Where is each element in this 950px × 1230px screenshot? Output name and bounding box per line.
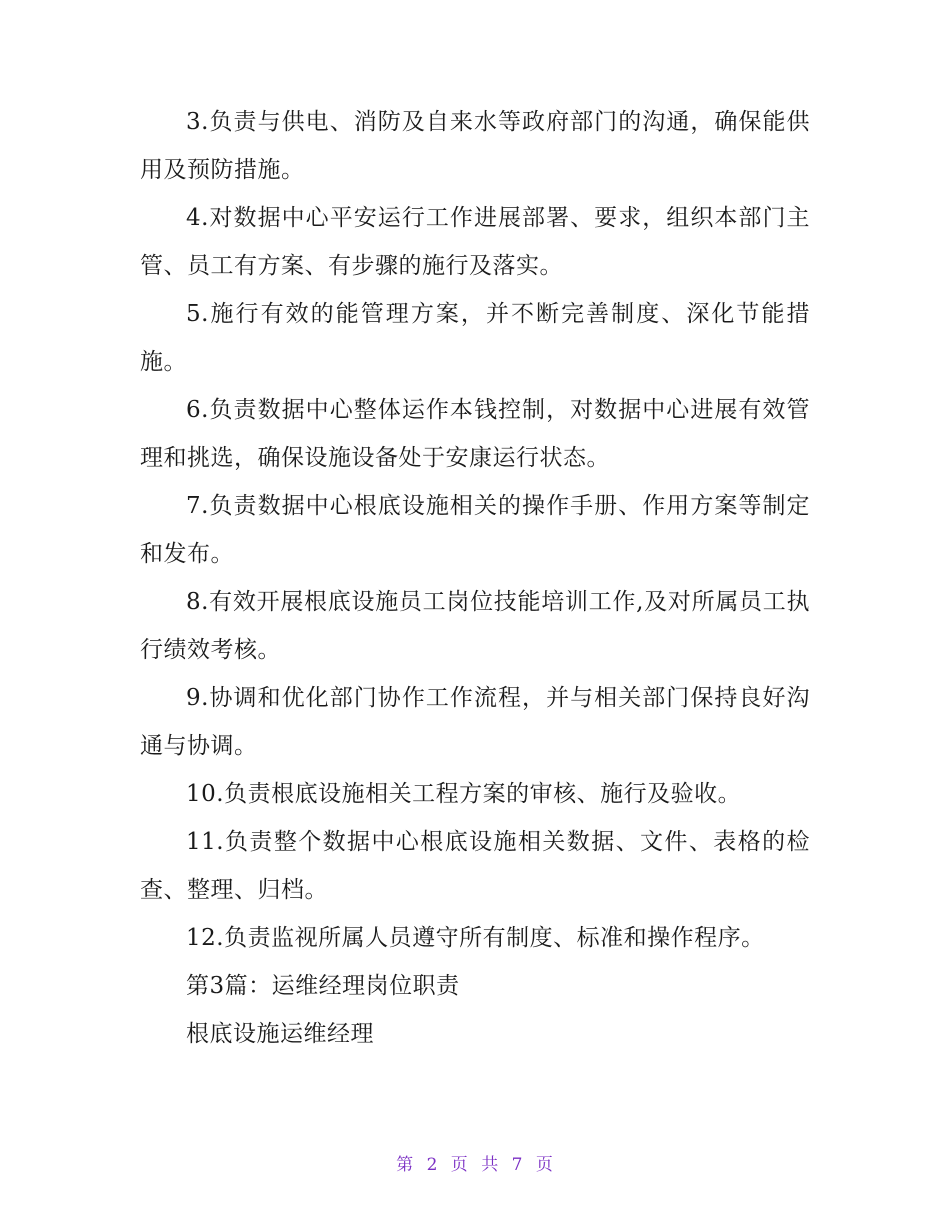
paragraph-12: 12.负责监视所属人员遵守所有制度、标准和操作程序。: [186, 925, 765, 951]
page-number-footer: 第 2 页 共 7 页: [396, 1155, 554, 1175]
paragraph-5: 5.施行有效的能管理方案，并不断完善制度、深化节能措施。: [140, 301, 810, 375]
paragraph-3: 3.负责与供电、消防及自来水等政府部门的沟通，确保能供用及预防措施。: [140, 109, 810, 183]
section-heading: 第3篇：运维经理岗位职责: [186, 973, 460, 999]
document-body: [140, 98, 810, 1058]
section-subheading: 根底设施运维经理: [186, 1021, 374, 1047]
paragraph-11: 11.负责整个数据中心根底设施相关数据、文件、表格的检查、整理、归档。: [140, 829, 810, 903]
paragraph-10: 10.负责根底设施相关工程方案的审核、施行及验收。: [186, 781, 742, 807]
paragraph-7: 7.负责数据中心根底设施相关的操作手册、作用方案等制定和发布。: [140, 493, 810, 567]
paragraph-9: 9.协调和优化部门协作工作流程，并与相关部门保持良好沟通与协调。: [140, 685, 810, 759]
paragraph-8: 8.有效开展根底设施员工岗位技能培训工作,及对所属员工执行绩效考核。: [140, 589, 810, 663]
paragraph-6: 6.负责数据中心整体运作本钱控制，对数据中心进展有效管理和挑选，确保设施设备处于安康运行状态。: [140, 397, 810, 471]
paragraph-4: 4.对数据中心平安运行工作进展部署、要求，组织本部门主管、员工有方案、有步骤的施行及落实。: [140, 205, 810, 279]
